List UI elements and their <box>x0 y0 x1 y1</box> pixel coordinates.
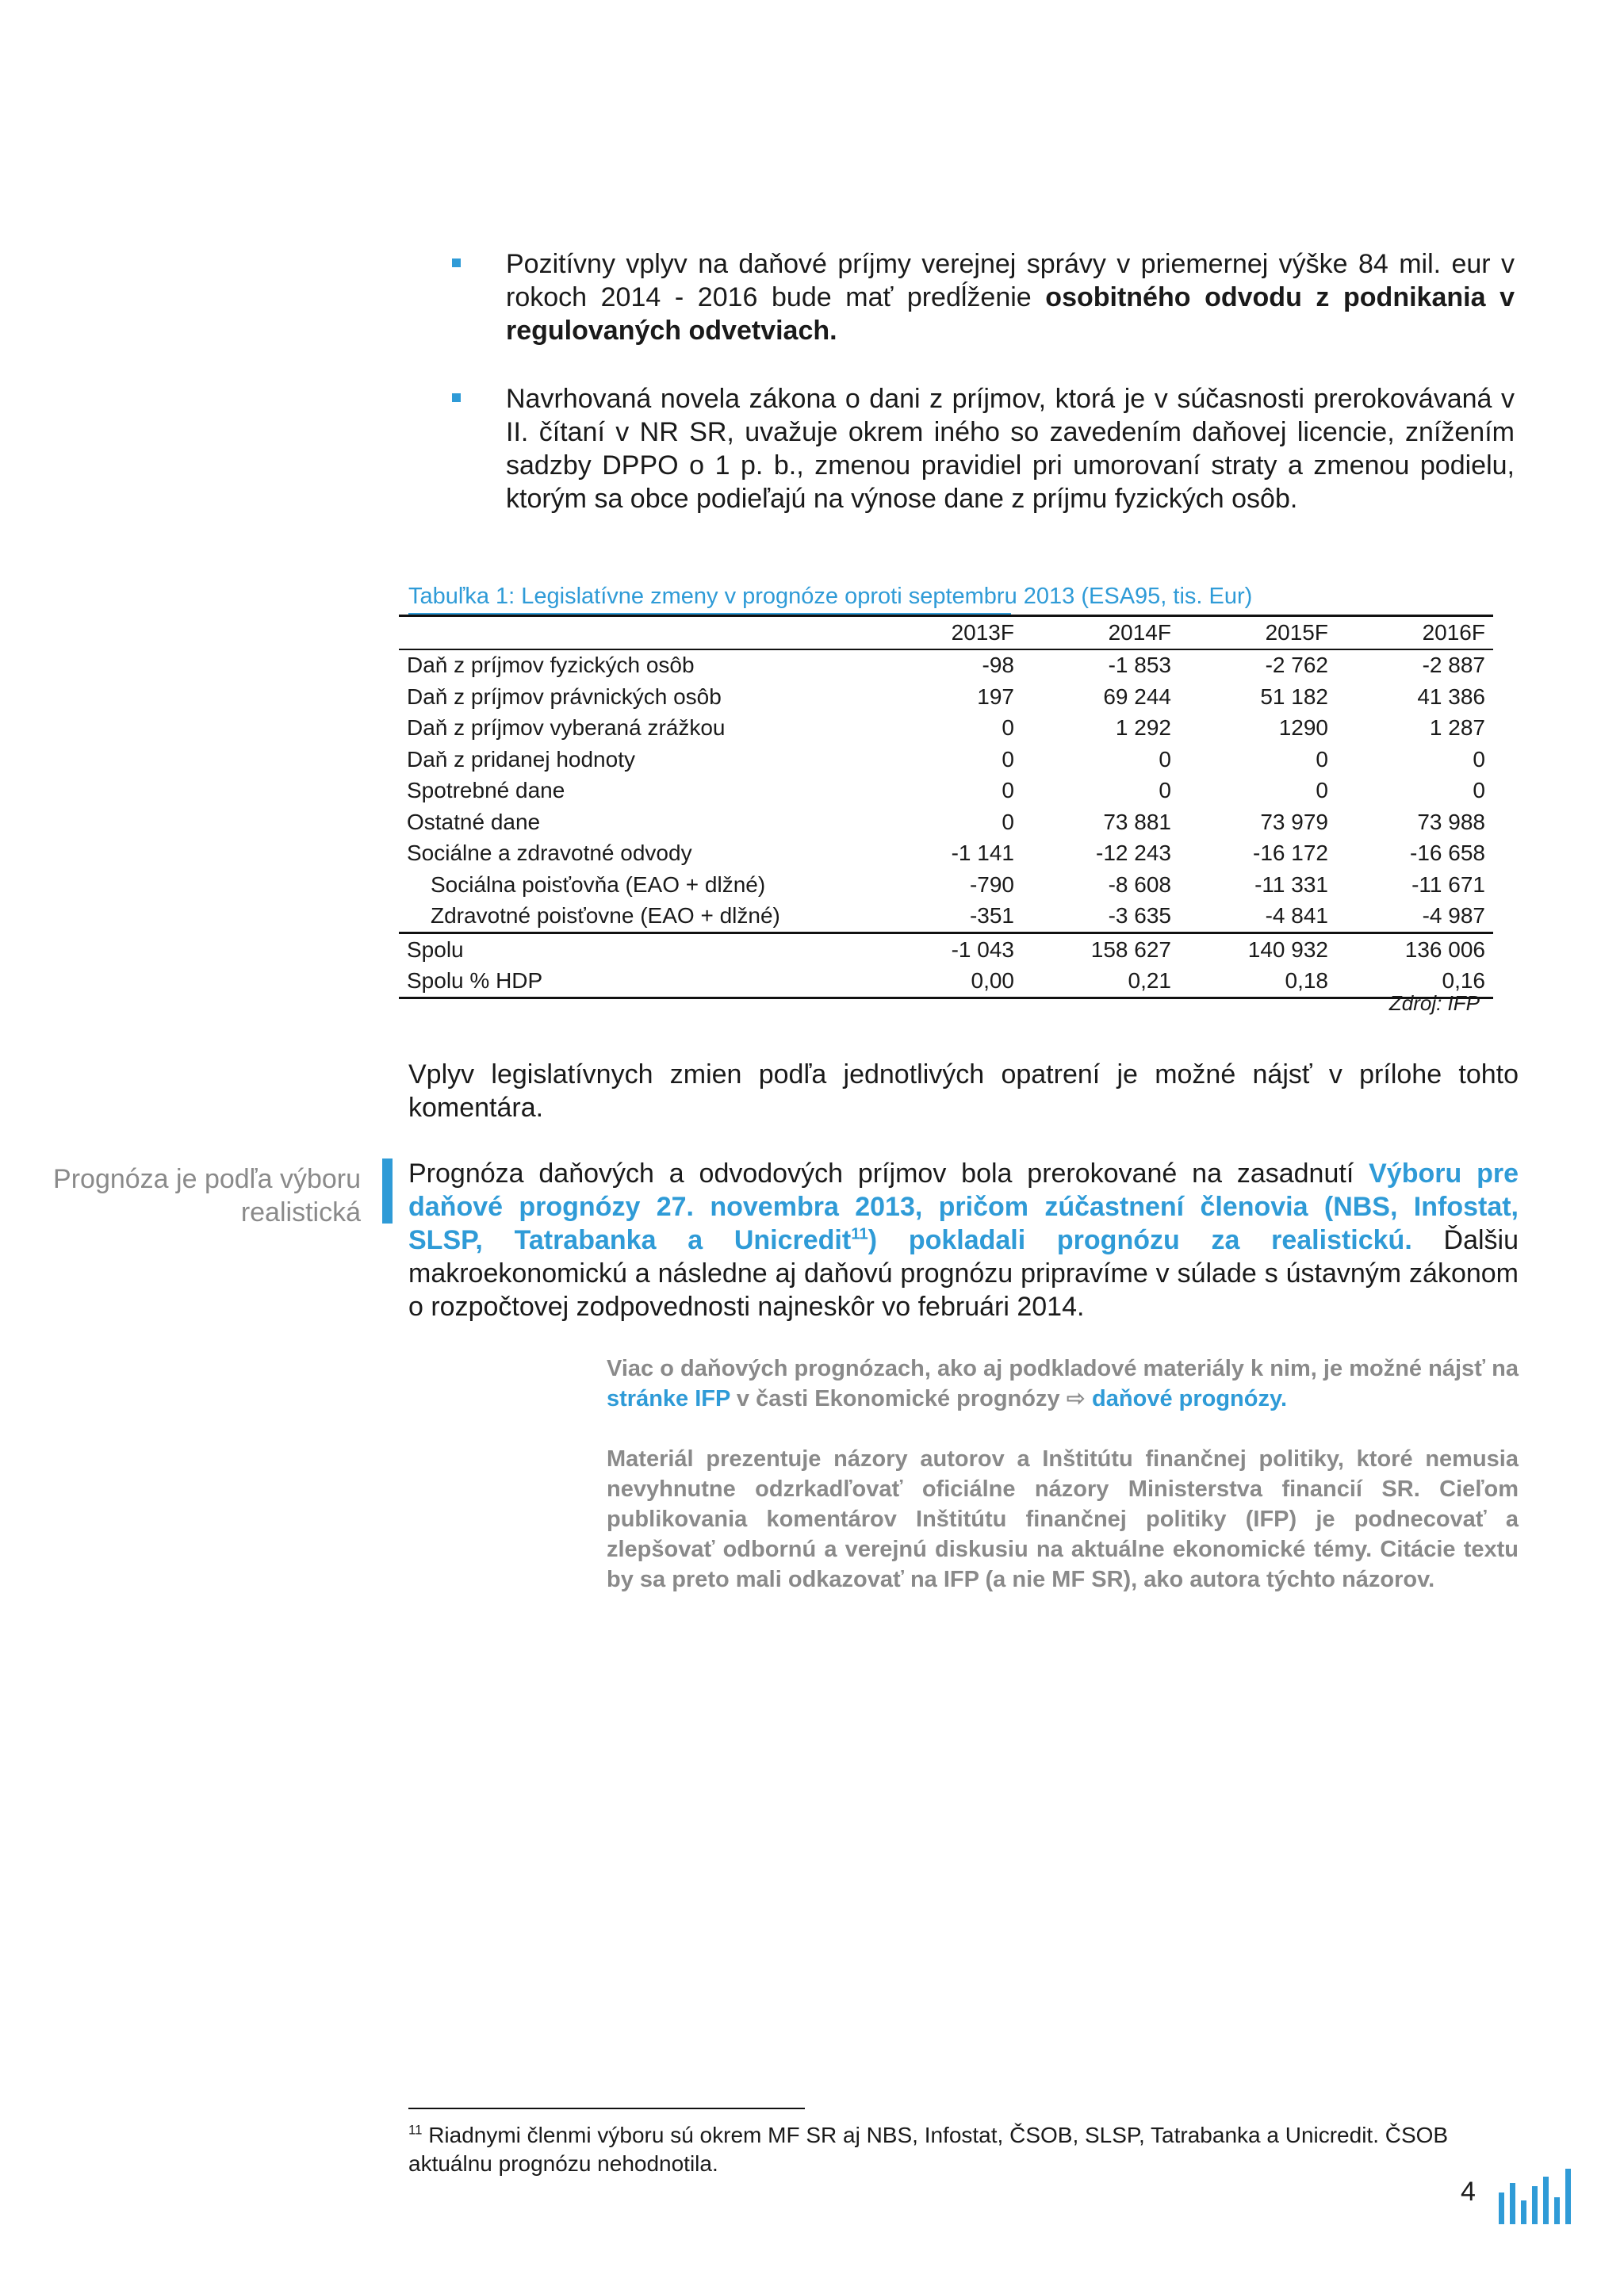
row-label: Sociálne a zdravotné odvody <box>407 841 692 866</box>
paragraph-annex-reference: Vplyv legislatívnych zmien podľa jednotlivých opatrení je možné nájsť v prílohe tohto komentára. <box>408 1059 1519 1123</box>
table-header-row <box>399 616 1493 649</box>
table-cell: 51 182 <box>1260 684 1328 709</box>
table-row <box>399 933 1493 966</box>
bullet-item-2 <box>452 382 1515 515</box>
table-cell: 0,16 <box>1336 966 1493 998</box>
table-cell: -16 658 <box>1410 841 1485 866</box>
table-cell: -11 331 <box>1254 871 1328 897</box>
side-note-line: Prognóza je podľa výboru <box>53 1164 361 1194</box>
table-cell: -2 887 <box>1422 653 1485 678</box>
ifp-bars-logo-icon <box>1499 2169 1574 2224</box>
table-cell: 0 <box>1473 778 1485 803</box>
side-note-line: realistická <box>240 1197 361 1227</box>
table-cell: 0 <box>1002 746 1014 772</box>
table-row <box>399 966 1493 998</box>
table-cell: -12 243 <box>1096 841 1171 866</box>
row-label: Spotrebné dane <box>407 778 565 803</box>
table-cell: 1 292 <box>1115 715 1171 741</box>
page-number: 4 <box>1461 2177 1476 2207</box>
row-label: Spolu % HDP <box>399 966 865 998</box>
table-cell: 158 627 <box>1022 933 1179 966</box>
bullet-item-1 <box>452 247 1515 347</box>
table-cell: 0,00 <box>865 966 1022 998</box>
table-row <box>399 681 1493 713</box>
bullet-square-icon <box>452 393 461 402</box>
table-cell: -11 671 <box>1411 871 1485 897</box>
side-note-accent-bar <box>382 1158 393 1224</box>
table-cell: 0 <box>1473 746 1485 772</box>
table-row <box>399 713 1493 745</box>
table-cell: -4 987 <box>1422 903 1485 929</box>
side-note <box>24 1162 361 1229</box>
bullet-square-icon <box>452 259 461 267</box>
table-cell: 41 386 <box>1417 684 1485 709</box>
bullet-text: Navrhovaná novela zákona o dani z príjmov, ktorá je v súčasnosti prerokovávaná v II. čítaní v NR SR, uvažuje okrem iného so zavedením daňovej licencie, znížením sadzby DPPO o 1 p. b., zmenou pravidiel pri umorovaní straty a zmenou podielu, ktorým sa obce podieľajú na výnose dane z príjmu fyzických osôb. <box>506 384 1515 514</box>
table-cell: 140 932 <box>1179 933 1336 966</box>
table-cell: -8 608 <box>1108 871 1171 897</box>
highlight-committee: Výboru pre daňové prognózy 27. novembra 2013, pričom zúčastnení členovia (NBS, Infostat, SLSP, Tatrabanka a Unicredit <box>408 1158 1519 1255</box>
footnote-separator <box>408 2108 805 2109</box>
table-cell: 0 <box>1002 778 1014 803</box>
table-cell: 69 244 <box>1103 684 1171 709</box>
link-tax-forecasts[interactable]: daňové prognózy. <box>1092 1386 1288 1411</box>
footnote-ref[interactable]: 11 <box>851 1225 868 1243</box>
row-label: Spolu <box>399 933 865 966</box>
table-cell: -4 841 <box>1265 903 1328 929</box>
table-cell: -790 <box>969 871 1014 897</box>
disclaimer: Materiál prezentuje názory autorov a Inštitútu finančnej politiky, ktoré nemusia nevyhnutne odzrkadľovať oficiálne názory Ministerstva financií SR. Cieľom publikovania komentárov Inštitútu finančnej politiky (IFP) je podnecovať a zlepšovať odbornú a verejnú diskusiu na aktuálne ekonomické témy. Citácie textu by sa preto mali odkazovať na IFP (a nie MF SR), ako autora týchto názorov. <box>607 1446 1519 1592</box>
row-label: Zdravotné poisťovne (EAO + dlžné) <box>431 903 780 929</box>
table-source: Zdroj: IFP <box>1388 991 1480 1015</box>
table-cell: -16 172 <box>1253 841 1328 866</box>
table-cell: 0,18 <box>1179 966 1336 998</box>
table-cell: 0 <box>1316 746 1328 772</box>
table-row <box>399 744 1493 776</box>
table-cell: -1 141 <box>951 841 1014 866</box>
table-cell: 0 <box>1316 778 1328 803</box>
table-cell: 1290 <box>1278 715 1328 741</box>
table-cell: 0 <box>1002 715 1014 741</box>
row-label: Daň z príjmov právnických osôb <box>407 684 722 709</box>
table-header-cell <box>399 616 865 649</box>
table-header-cell: 2013F <box>865 616 1022 649</box>
table-row <box>399 806 1493 838</box>
table-cell: -3 635 <box>1108 903 1171 929</box>
table-cell: 73 979 <box>1260 809 1328 834</box>
arrow-right-icon: ⇨ <box>1066 1386 1086 1411</box>
info-forecasts: Viac o daňových prognózach, ako aj podkladové materiály k nim, je možné nájsť na stránke IFP v časti Ekonomické prognózy ⇨ daňové prognózy. <box>607 1356 1519 1411</box>
table-row <box>399 869 1493 901</box>
legislative-changes-table <box>399 615 1493 999</box>
table-cell: 73 988 <box>1417 809 1485 834</box>
table-cell: -351 <box>969 903 1014 929</box>
footnote: $^{11}$ Riadnymi členmi výboru sú okrem MF SR aj NBS, Infostat, ČSOB, SLSP, Tatrabanka a Unicredit. ČSOB aktuálnu prognózu nehodnotila. <box>408 2122 1449 2176</box>
table-cell: -2 762 <box>1265 653 1328 678</box>
row-label: Daň z príjmov fyzických osôb <box>407 653 695 678</box>
table-row <box>399 776 1493 807</box>
table-cell: 0,21 <box>1022 966 1179 998</box>
table-cell: -98 <box>982 653 1014 678</box>
table-row <box>399 838 1493 870</box>
table-cell: 0 <box>1159 746 1171 772</box>
table-title: Tabuľka 1: Legislatívne zmeny v prognóze oproti septembru 2013 (ESA95, tis. Eur) <box>408 584 1253 609</box>
row-label: Ostatné dane <box>407 809 541 834</box>
table-cell: 73 881 <box>1103 809 1171 834</box>
table-row <box>399 649 1493 682</box>
row-label: Daň z pridanej hodnoty <box>407 746 635 772</box>
row-label: Daň z príjmov vyberaná zrážkou <box>407 715 726 741</box>
table-cell: 1 287 <box>1429 715 1485 741</box>
table-cell: 0 <box>1002 809 1014 834</box>
paragraph-committee: Prognóza daňových a odvodových príjmov bola prerokované na zasadnutí Výboru pre daňové prognózy 27. novembra 2013, pričom zúčastnení členovia (NBS, Infostat, SLSP, Tatrabanka a Unicredit$^{11}$) pokladali prognózu za realistickú. Ďalšiu makroekonomickú a následne aj daňovú prognózu pripravíme v súlade s ústavným zákonom o rozpočtovej zodpovednosti najneskôr vo februári 2014. <box>408 1158 1519 1322</box>
bullet-text: Pozitívny vplyv na daňové príjmy verejnej správy v priemernej výške 84 mil. eur v rokoch 2014 - 2016 bude mať predĺženie osobitného odvodu z podnikania v regulovaných odvetviach. <box>506 249 1515 346</box>
table-cell: 136 006 <box>1336 933 1493 966</box>
table-cell: 0 <box>1159 778 1171 803</box>
link-ifp-page[interactable]: stránke IFP <box>607 1386 730 1411</box>
table-header-cell: 2016F <box>1336 616 1493 649</box>
table-cell: 197 <box>977 684 1014 709</box>
table-header-cell: 2015F <box>1179 616 1336 649</box>
table-row <box>399 901 1493 933</box>
table-cell: -1 853 <box>1108 653 1171 678</box>
table-cell: -1 043 <box>865 933 1022 966</box>
row-label: Sociálna poisťovňa (EAO + dlžné) <box>431 871 766 897</box>
table-header-cell: 2014F <box>1022 616 1179 649</box>
